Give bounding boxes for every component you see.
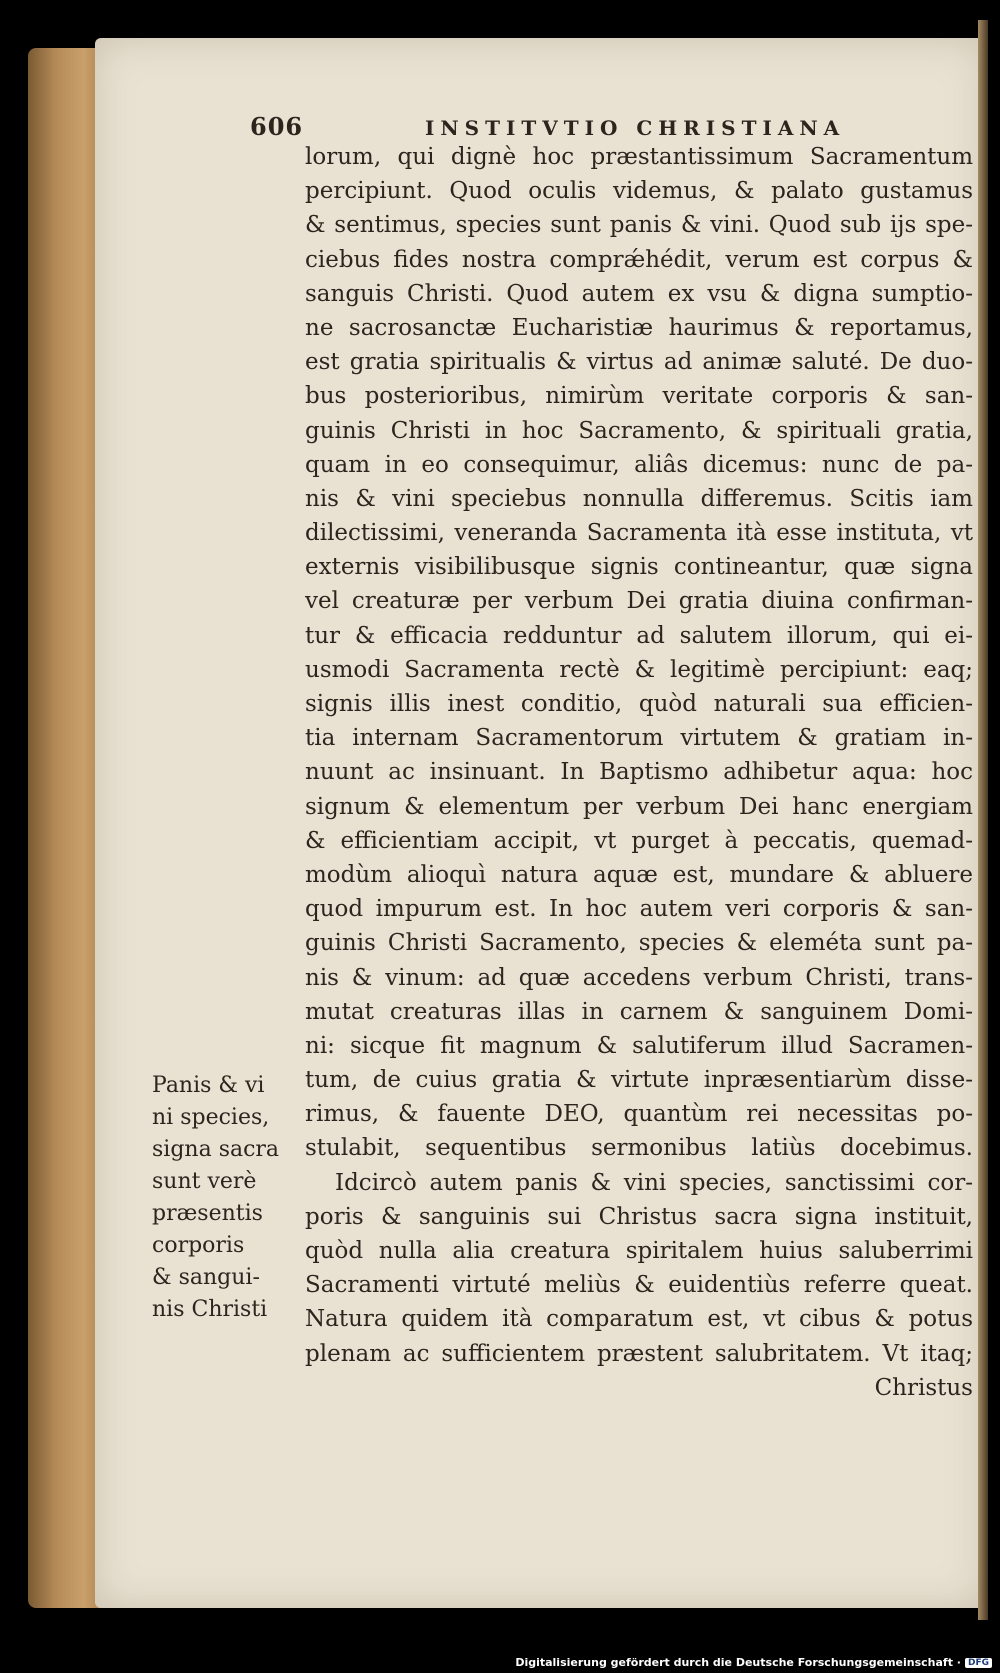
marginal-note-line: ni species,: [152, 1105, 270, 1130]
marginal-note-line: Panis & vi: [152, 1073, 265, 1098]
text-line: tur & efficacia redduntur ad salutem illorum, qui ei-: [305, 622, 973, 649]
text-line: ciebus fides nostra comprǽhédit, verum est corpus &: [305, 246, 973, 273]
dfg-logo: DFG: [965, 1658, 992, 1668]
text-line: Natura quidem ità comparatum est, vt cibus & potus: [305, 1306, 973, 1333]
text-line: dilectissimi, veneranda Sacramenta ità esse instituta, vt: [305, 520, 973, 547]
text-line: quòd nulla alia creatura spiritalem huius saluberrimi: [305, 1238, 973, 1264]
text-line: modùm alioquì natura aquæ est, mundare & abluere: [305, 861, 973, 888]
marginal-note-line: & sangui-: [152, 1265, 260, 1290]
marginal-note-line: corporis: [152, 1233, 245, 1258]
marginal-note-line: signa sacra: [152, 1137, 280, 1162]
text-line: usmodi Sacramenta rectè & legitimè percipiunt: eaq;: [305, 656, 973, 683]
text-line: stulabit, sequentibus sermonibus latiùs docebimus.: [305, 1135, 973, 1162]
page-right-edge: [978, 20, 988, 1620]
catchword: Christus: [874, 1374, 973, 1401]
text-line: guinis Christi in hoc Sacramento, & spirituali gratia,: [305, 417, 973, 444]
text-line: plenam ac sufficientem præstent salubritatem. Vt itaq;: [305, 1340, 973, 1367]
text-line: nis & vinum: ad quæ accedens verbum Christi, trans-: [305, 964, 973, 991]
text-line: ni: sicque fit magnum & salutiferum illud Sacramen-: [305, 1032, 973, 1059]
text-line: tia internam Sacramentorum virtutem & gratiam in-: [305, 725, 973, 752]
text-line: poris & sanguinis sui Christus sacra signa instituit,: [305, 1203, 973, 1230]
marginal-note: [152, 1070, 292, 1326]
running-title: INSTITVTIO CHRISTIANA: [425, 116, 846, 140]
text-line: mutat creaturas illas in carnem & sanguinem Domi-: [305, 998, 973, 1025]
text-line: nis & vini speciebus nonnulla differemus. Scitis iam: [305, 485, 973, 512]
text-line: nuunt ac insinuant. In Baptismo adhibetur aqua: hoc: [305, 759, 973, 786]
text-line: vel creaturæ per verbum Dei gratia diuina confirman-: [305, 588, 973, 615]
text-line: tum, de cuius gratia & virtute inpræsentiarùm disse-: [305, 1067, 973, 1094]
marginal-note-line: sunt verè: [152, 1169, 257, 1194]
body-text: [305, 140, 973, 1405]
text-line: Sacramenti virtuté meliùs & euidentiùs referre queat.: [305, 1272, 973, 1299]
text-line: signum & elementum per verbum Dei hanc energiam: [305, 793, 973, 820]
text-line: est gratia spiritualis & virtus ad animæ saluté. De duo-: [305, 349, 973, 376]
text-line: quod impurum est. In hoc autem veri corporis & san-: [305, 896, 973, 923]
text-line: percipiunt. Quod oculis videmus, & palato gustamus: [305, 178, 973, 205]
text-line: guinis Christi Sacramento, species & eleméta sunt pa-: [305, 930, 973, 957]
text-line: externis visibilibusque signis contineantur, quæ signa: [305, 554, 973, 581]
text-line: ne sacrosanctæ Eucharistiæ haurimus & reportamus,: [305, 314, 973, 341]
text-line: Idcircò autem panis & vini species, sanctissimi cor-: [335, 1169, 973, 1196]
page-header: [250, 112, 850, 142]
marginal-note-line: nis Christi: [152, 1297, 268, 1322]
text-line: & efficientiam accipit, vt purget à peccatis, quemad-: [305, 827, 973, 854]
page-number: 606: [250, 112, 304, 141]
footer-credit-text: Digitalisierung gefördert durch die Deutsche Forschungsgemeinschaft ·: [515, 1656, 961, 1669]
text-line: lorum, qui dignè hoc præstantissimum Sacramentum: [305, 144, 973, 170]
footer-credit: [515, 1656, 992, 1669]
text-line: bus posterioribus, nimirùm veritate corporis & san-: [305, 383, 973, 410]
text-line: rimus, & fauente DEO, quantùm rei necessitas po-: [305, 1101, 973, 1128]
marginal-note-line: præsentis: [152, 1201, 263, 1226]
text-line: signis illis inest conditio, quòd naturali sua efficien-: [305, 691, 973, 717]
text-line: & sentimus, species sunt panis & vini. Quod sub ijs spe-: [305, 212, 973, 239]
text-line: quam in eo consequimur, aliâs dicemus: nunc de pa-: [305, 451, 973, 478]
text-line: sanguis Christi. Quod autem ex vsu & digna sumptio-: [305, 280, 973, 307]
